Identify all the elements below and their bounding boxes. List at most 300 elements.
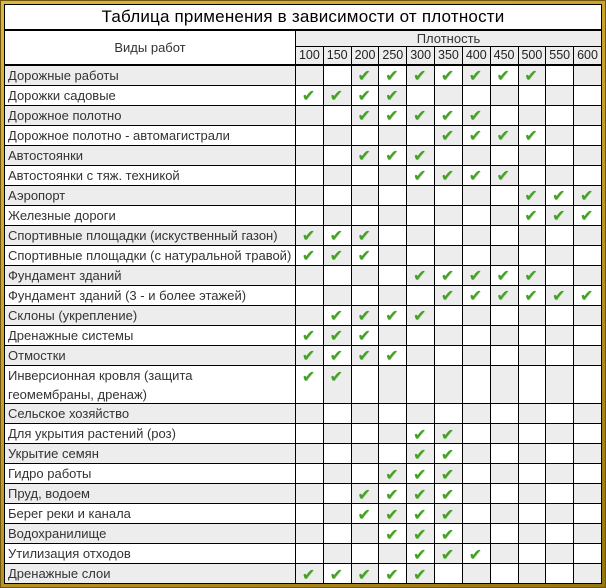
density-cell xyxy=(519,166,547,185)
density-cell xyxy=(519,306,547,325)
density-cell xyxy=(463,66,491,85)
density-cell xyxy=(463,524,491,543)
density-column-header: 600 xyxy=(574,47,601,64)
density-cell xyxy=(491,404,519,423)
density-cell xyxy=(519,504,547,523)
density-cell xyxy=(491,266,519,285)
density-cell xyxy=(546,106,574,125)
density-cell xyxy=(519,366,547,404)
density-cell xyxy=(379,226,407,245)
density-cell xyxy=(435,366,463,404)
checkmark-icon: ✔ xyxy=(385,106,399,126)
checkmark-icon: ✔ xyxy=(440,106,455,126)
density-cell xyxy=(435,206,463,225)
density-cell xyxy=(407,286,435,305)
density-cell xyxy=(352,504,380,523)
checkmark-icon: ✔ xyxy=(552,186,566,206)
density-cell xyxy=(491,444,519,463)
density-cell xyxy=(352,286,380,305)
checkmark-icon: ✔ xyxy=(329,246,343,266)
density-cell xyxy=(574,306,601,325)
work-type-label: Для укрытия растений (роз) xyxy=(5,424,296,443)
density-cell xyxy=(407,524,435,543)
density-cell xyxy=(407,484,435,503)
density-cell xyxy=(491,366,519,404)
density-cell xyxy=(463,424,491,443)
work-type-label: Аэропорт xyxy=(5,186,296,205)
density-column-header: 500 xyxy=(519,47,547,64)
table-row xyxy=(5,166,601,186)
checkmark-icon: ✔ xyxy=(468,544,482,564)
density-cell xyxy=(324,326,352,345)
table-row xyxy=(5,306,601,326)
density-cell xyxy=(463,126,491,145)
density-cell xyxy=(435,346,463,365)
density-cell xyxy=(296,86,324,105)
density-cell xyxy=(574,186,601,205)
density-cell xyxy=(491,424,519,443)
density-cell xyxy=(407,246,435,265)
density-cell xyxy=(519,86,547,105)
work-type-label: Дренажные слои xyxy=(5,564,296,583)
checkmark-icon: ✔ xyxy=(440,286,455,306)
checkmark-icon: ✔ xyxy=(357,306,371,326)
density-cell xyxy=(574,266,601,285)
density-cell xyxy=(435,504,463,523)
checkmark-icon: ✔ xyxy=(496,166,510,186)
density-cell xyxy=(491,326,519,345)
table-row xyxy=(5,66,601,86)
density-cell xyxy=(379,266,407,285)
density-cell xyxy=(546,346,574,365)
table-row xyxy=(5,206,601,226)
density-cell xyxy=(352,166,380,185)
checkmark-icon: ✔ xyxy=(385,524,399,544)
density-cell xyxy=(296,504,324,523)
density-cell xyxy=(546,524,574,543)
density-cell xyxy=(352,206,380,225)
density-cell xyxy=(296,246,324,265)
checkmark-icon: ✔ xyxy=(385,564,399,584)
work-type-label: Дренажные системы xyxy=(5,326,296,345)
density-cell xyxy=(546,206,574,225)
checkmark-icon: ✔ xyxy=(385,146,399,166)
density-cell xyxy=(491,66,519,85)
work-type-label: Дорожное полотно - автомагистрали xyxy=(5,126,296,145)
density-column-header: 450 xyxy=(491,47,519,64)
density-cell xyxy=(324,146,352,165)
density-cell xyxy=(296,186,324,205)
density-cell xyxy=(352,66,380,85)
density-cell xyxy=(407,424,435,443)
density-cell xyxy=(407,544,435,563)
density-cell xyxy=(546,464,574,483)
density-cell xyxy=(435,564,463,583)
checkmark-icon: ✔ xyxy=(579,206,594,226)
density-application-table xyxy=(4,4,602,584)
checkmark-icon: ✔ xyxy=(412,66,427,86)
density-column-header: 350 xyxy=(435,47,463,64)
density-cell xyxy=(407,564,435,583)
checkmark-icon: ✔ xyxy=(412,166,427,186)
density-cell xyxy=(546,404,574,423)
density-cell xyxy=(435,146,463,165)
density-cell xyxy=(296,524,324,543)
checkmark-icon: ✔ xyxy=(357,106,371,126)
density-cell xyxy=(491,346,519,365)
density-cell xyxy=(463,346,491,365)
checkmark-icon: ✔ xyxy=(468,166,482,186)
checkmark-icon: ✔ xyxy=(385,346,399,366)
checkmark-icon: ✔ xyxy=(329,326,343,346)
density-cell xyxy=(463,266,491,285)
density-cell xyxy=(519,106,547,125)
density-cell xyxy=(379,166,407,185)
density-cell xyxy=(574,544,601,563)
table-row xyxy=(5,424,601,444)
work-type-label: Сельское хозяйство xyxy=(5,404,296,423)
density-cell xyxy=(546,266,574,285)
density-cell xyxy=(352,346,380,365)
table-row xyxy=(5,366,601,405)
density-cell xyxy=(324,106,352,125)
density-cell xyxy=(296,404,324,423)
density-cell xyxy=(463,226,491,245)
checkmark-icon: ✔ xyxy=(440,266,455,286)
density-cell xyxy=(435,86,463,105)
density-cell xyxy=(379,326,407,345)
density-cell xyxy=(435,126,463,145)
checkmark-icon: ✔ xyxy=(496,266,510,286)
density-cell xyxy=(435,106,463,125)
work-type-label: Инверсионная кровля (защита геомембраны, дренаж) xyxy=(5,366,296,404)
checkmark-icon: ✔ xyxy=(357,504,371,524)
checkmark-icon: ✔ xyxy=(357,484,371,504)
density-cell xyxy=(352,524,380,543)
density-cell xyxy=(491,206,519,225)
density-cell xyxy=(574,286,601,305)
density-cell xyxy=(463,186,491,205)
checkmark-icon: ✔ xyxy=(496,66,510,86)
density-cell xyxy=(296,366,324,404)
table-row xyxy=(5,544,601,564)
density-cell xyxy=(379,424,407,443)
density-cell xyxy=(407,444,435,463)
table-row xyxy=(5,564,601,583)
density-cell xyxy=(491,544,519,563)
density-cell xyxy=(435,286,463,305)
checkmark-icon: ✔ xyxy=(357,564,371,584)
density-cell xyxy=(407,166,435,185)
table-row xyxy=(5,186,601,206)
density-cell xyxy=(407,326,435,345)
density-cell xyxy=(463,326,491,345)
checkmark-icon: ✔ xyxy=(357,86,371,106)
density-cell xyxy=(574,564,601,583)
density-cell xyxy=(296,286,324,305)
table-row xyxy=(5,266,601,286)
density-cell xyxy=(407,106,435,125)
density-cell xyxy=(296,564,324,583)
density-cell xyxy=(296,306,324,325)
density-cell xyxy=(491,146,519,165)
checkmark-icon: ✔ xyxy=(385,86,399,106)
density-cell xyxy=(352,484,380,503)
density-cell xyxy=(546,126,574,145)
density-cell xyxy=(463,146,491,165)
work-type-label: Дорожное полотно xyxy=(5,106,296,125)
work-type-label: Спортивные площадки (с натуральной травой) xyxy=(5,246,296,265)
density-cell xyxy=(574,126,601,145)
checkmark-icon: ✔ xyxy=(440,504,455,524)
table-row xyxy=(5,246,601,266)
checkmark-icon: ✔ xyxy=(468,286,482,306)
checkmark-icon: ✔ xyxy=(385,484,399,504)
density-cell xyxy=(407,126,435,145)
density-cell xyxy=(519,464,547,483)
density-cell xyxy=(435,306,463,325)
checkmark-icon: ✔ xyxy=(301,86,316,106)
density-cell xyxy=(574,504,601,523)
table-row xyxy=(5,444,601,464)
density-column-header: 150 xyxy=(324,47,352,64)
density-cell xyxy=(519,246,547,265)
density-cell xyxy=(435,166,463,185)
density-header-block xyxy=(296,31,601,64)
density-cell xyxy=(435,484,463,503)
density-cell xyxy=(379,464,407,483)
checkmark-icon: ✔ xyxy=(357,246,371,266)
density-cell xyxy=(463,286,491,305)
density-cell xyxy=(379,444,407,463)
density-cell xyxy=(519,286,547,305)
density-cell xyxy=(519,544,547,563)
checkmark-icon: ✔ xyxy=(440,424,455,444)
density-cell xyxy=(546,504,574,523)
density-column-header: 200 xyxy=(352,47,380,64)
density-cell xyxy=(324,86,352,105)
density-cell xyxy=(519,126,547,145)
density-cell xyxy=(463,484,491,503)
density-cell xyxy=(546,226,574,245)
density-cell xyxy=(519,206,547,225)
checkmark-icon: ✔ xyxy=(412,484,427,504)
density-cell xyxy=(296,444,324,463)
density-cell xyxy=(324,524,352,543)
checkmark-icon: ✔ xyxy=(385,504,399,524)
checkmark-icon: ✔ xyxy=(524,126,538,146)
work-type-label: Гидро работы xyxy=(5,464,296,483)
density-cell xyxy=(379,86,407,105)
density-cell xyxy=(519,424,547,443)
density-cell xyxy=(324,544,352,563)
table-row xyxy=(5,464,601,484)
density-cell xyxy=(491,226,519,245)
density-cell xyxy=(407,266,435,285)
checkmark-icon: ✔ xyxy=(385,66,399,86)
checkmark-icon: ✔ xyxy=(468,126,482,146)
density-cell xyxy=(296,464,324,483)
density-cell xyxy=(574,404,601,423)
density-cell xyxy=(491,484,519,503)
density-cell xyxy=(491,524,519,543)
density-cell xyxy=(296,484,324,503)
table-row xyxy=(5,286,601,306)
density-cell xyxy=(407,464,435,483)
density-cell xyxy=(574,66,601,85)
density-cell xyxy=(324,564,352,583)
density-cell xyxy=(463,564,491,583)
work-type-label: Автостоянки с тяж. техникой xyxy=(5,166,296,185)
density-cell xyxy=(379,366,407,404)
density-cell xyxy=(324,186,352,205)
density-cell xyxy=(574,86,601,105)
checkmark-icon: ✔ xyxy=(552,286,566,306)
density-cell xyxy=(379,126,407,145)
density-cell xyxy=(352,186,380,205)
density-cell xyxy=(546,186,574,205)
density-cell xyxy=(574,346,601,365)
density-cell xyxy=(324,266,352,285)
density-cell xyxy=(546,246,574,265)
density-cell xyxy=(435,246,463,265)
work-type-label: Пруд, водоем xyxy=(5,484,296,503)
checkmark-icon: ✔ xyxy=(412,464,427,484)
checkmark-icon: ✔ xyxy=(329,346,343,366)
density-column-header: 550 xyxy=(546,47,574,64)
checkmark-icon: ✔ xyxy=(329,366,343,386)
checkmark-icon: ✔ xyxy=(357,226,371,246)
density-cell xyxy=(463,504,491,523)
table-row xyxy=(5,404,601,424)
density-cell xyxy=(324,126,352,145)
density-cell xyxy=(463,404,491,423)
density-cell xyxy=(546,86,574,105)
table-row xyxy=(5,146,601,166)
density-cell xyxy=(435,444,463,463)
density-cell xyxy=(574,464,601,483)
density-cell xyxy=(574,484,601,503)
checkmark-icon: ✔ xyxy=(412,266,427,286)
checkmark-icon: ✔ xyxy=(301,366,316,386)
density-cell xyxy=(296,266,324,285)
table-header xyxy=(5,31,601,66)
checkmark-icon: ✔ xyxy=(412,524,427,544)
work-type-label: Водохранилище xyxy=(5,524,296,543)
checkmark-icon: ✔ xyxy=(385,306,399,326)
density-cell xyxy=(352,246,380,265)
density-cell xyxy=(519,226,547,245)
density-cell xyxy=(352,564,380,583)
page-title: Таблица применения в зависимости от плотности xyxy=(5,5,601,31)
checkmark-icon: ✔ xyxy=(440,484,455,504)
density-cell xyxy=(407,66,435,85)
density-cell xyxy=(519,484,547,503)
density-cell xyxy=(352,326,380,345)
density-cell xyxy=(463,206,491,225)
density-cell xyxy=(296,326,324,345)
density-cell xyxy=(574,524,601,543)
density-cell xyxy=(435,226,463,245)
checkmark-icon: ✔ xyxy=(552,206,566,226)
checkmark-icon: ✔ xyxy=(468,266,482,286)
density-cell xyxy=(546,484,574,503)
density-cell xyxy=(352,424,380,443)
density-cell xyxy=(546,444,574,463)
density-cell xyxy=(379,524,407,543)
density-cell xyxy=(324,166,352,185)
checkmark-icon: ✔ xyxy=(357,66,371,86)
density-cell xyxy=(574,424,601,443)
density-cell xyxy=(491,504,519,523)
table-row xyxy=(5,86,601,106)
density-cell xyxy=(435,404,463,423)
density-cell xyxy=(519,266,547,285)
density-cell xyxy=(491,186,519,205)
density-cell xyxy=(574,166,601,185)
checkmark-icon: ✔ xyxy=(468,66,482,86)
checkmark-icon: ✔ xyxy=(440,544,455,564)
density-cell xyxy=(296,206,324,225)
work-type-label: Железные дороги xyxy=(5,206,296,225)
density-cell xyxy=(435,266,463,285)
density-cell xyxy=(324,226,352,245)
density-cell xyxy=(407,86,435,105)
checkmark-icon: ✔ xyxy=(524,266,538,286)
density-cell xyxy=(463,544,491,563)
density-cell xyxy=(379,544,407,563)
density-cell xyxy=(491,126,519,145)
work-type-label: Склоны (укрепление) xyxy=(5,306,296,325)
checkmark-icon: ✔ xyxy=(329,226,343,246)
density-cell xyxy=(296,126,324,145)
works-column-header: Виды работ xyxy=(5,31,296,64)
density-cell xyxy=(379,306,407,325)
density-cell xyxy=(407,346,435,365)
density-cell xyxy=(324,484,352,503)
density-cell xyxy=(574,444,601,463)
checkmark-icon: ✔ xyxy=(301,246,316,266)
density-cell xyxy=(296,146,324,165)
density-cell xyxy=(491,464,519,483)
density-cell xyxy=(379,404,407,423)
density-cell xyxy=(519,66,547,85)
density-cell xyxy=(407,146,435,165)
density-cell xyxy=(463,366,491,404)
density-cell xyxy=(324,404,352,423)
density-column-header: 400 xyxy=(463,47,491,64)
density-cell xyxy=(324,424,352,443)
density-cell xyxy=(379,246,407,265)
density-cell xyxy=(546,166,574,185)
density-cell xyxy=(407,206,435,225)
density-cell xyxy=(463,464,491,483)
density-cell xyxy=(519,404,547,423)
density-cell xyxy=(574,226,601,245)
density-cell xyxy=(435,524,463,543)
checkmark-icon: ✔ xyxy=(301,226,316,246)
density-cell xyxy=(463,106,491,125)
checkmark-icon: ✔ xyxy=(357,146,371,166)
density-cell xyxy=(296,424,324,443)
density-cell xyxy=(324,504,352,523)
density-cell xyxy=(296,544,324,563)
density-cell xyxy=(296,66,324,85)
density-cell xyxy=(407,226,435,245)
density-cell xyxy=(519,326,547,345)
density-columns-row xyxy=(296,47,601,64)
density-cell xyxy=(324,66,352,85)
